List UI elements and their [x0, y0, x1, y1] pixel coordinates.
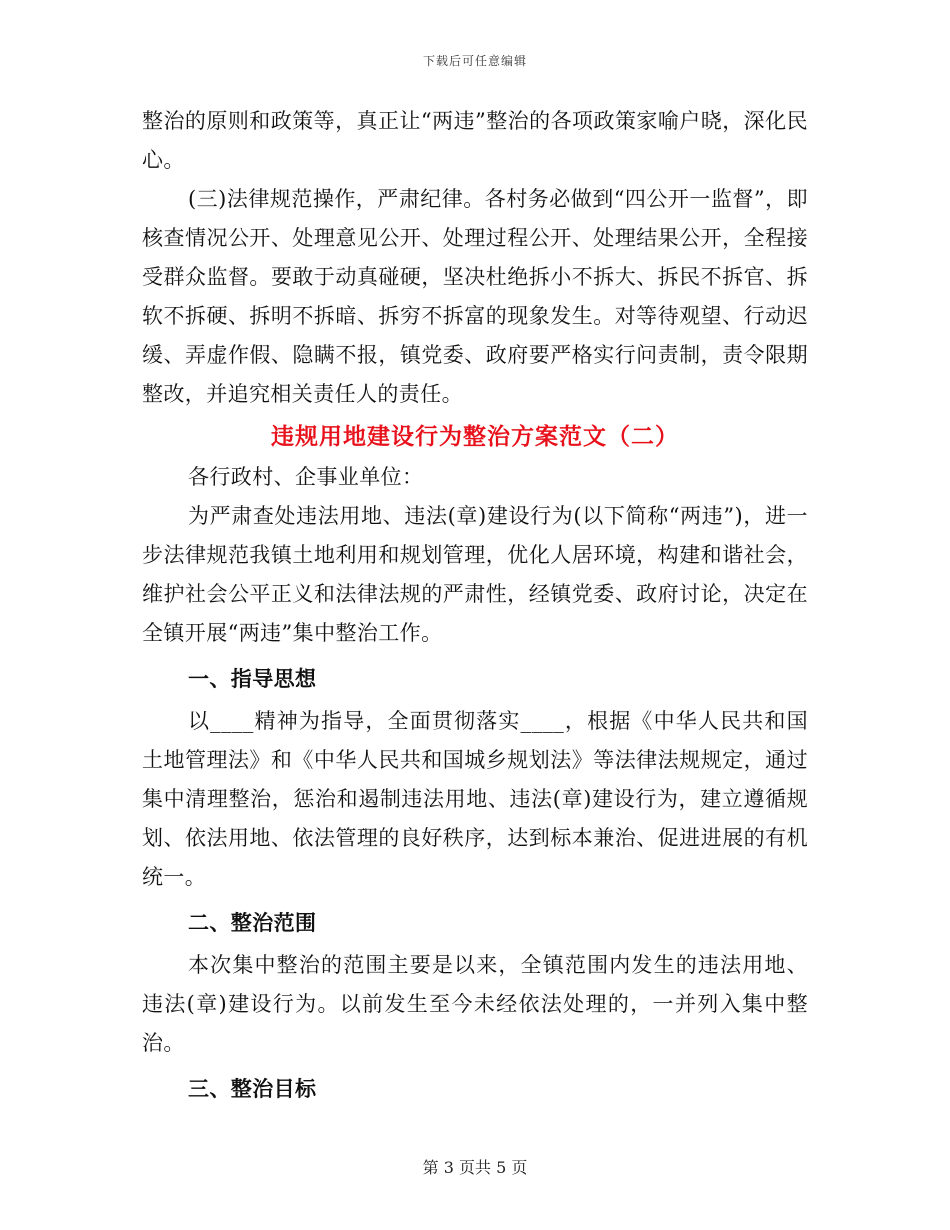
heading-scope: 二、整治范围 — [188, 910, 317, 935]
paragraph-salutation: 各行政村、企事业单位： — [188, 465, 424, 489]
paragraph-continued: 整治的原则和政策等，真正让“两违”整治的各项政策家喻户晓，深化民心。 — [142, 109, 808, 172]
paragraph-intro: 为严肃查处违法用地、违法(章)建设行为(以下简称“两违”)，进一步法律规范我镇土地利用和规划管理，优化人居环境，构建和谐社会，维护社会公平正义和法律法规的严肃性，经镇党委、政府讨论，决定在全镇开展“两违”集中整治工作。 — [142, 504, 808, 645]
section-title: 违规用地建设行为整治方案范文（二） — [271, 423, 679, 450]
heading-guiding-ideology: 一、指导思想 — [188, 666, 317, 691]
heading-goals: 三、整治目标 — [188, 1076, 317, 1101]
page-footer: 第 3 页共 5 页 — [422, 1158, 528, 1177]
paragraph-scope: 本次集中整治的范围主要是以来，全镇范围内发生的违法用地、违法(章)建设行为。以前发生至今未经依法处理的，一并列入集中整治。 — [142, 953, 808, 1055]
paragraph-guiding-ideology: 以____精神为指导，全面贯彻落实____，根据《中华人民共和国土地管理法》和《中华人民共和国城乡规划法》等法律法规规定，通过集中清理整治，惩治和遏制违法用地、违法(章)建设行为，建立遵循规划、依法用地、依法管理的良好秩序，达到标本兼治、促进进展的有机统一。 — [142, 709, 808, 889]
page-header: 下载后可任意编辑 — [422, 54, 527, 68]
paragraph-discipline: (三)法律规范操作，严肃纪律。各村务必做到“四公开一监督”，即核查情况公开、处理意见公开、处理过程公开、处理结果公开，全程接受群众监督。要敢于动真碰硬，坚决杜绝拆小不拆大、拆民不拆官、拆软不拆硬、拆明不拆暗、拆穷不拆富的现象发生。对等待观望、行动迟缓、弄虚作假、隐瞒不报，镇党委、政府要严格实行问责制，责令限期整改，并追究相关责任人的责任。 — [142, 187, 808, 406]
document-body — [142, 102, 808, 1112]
